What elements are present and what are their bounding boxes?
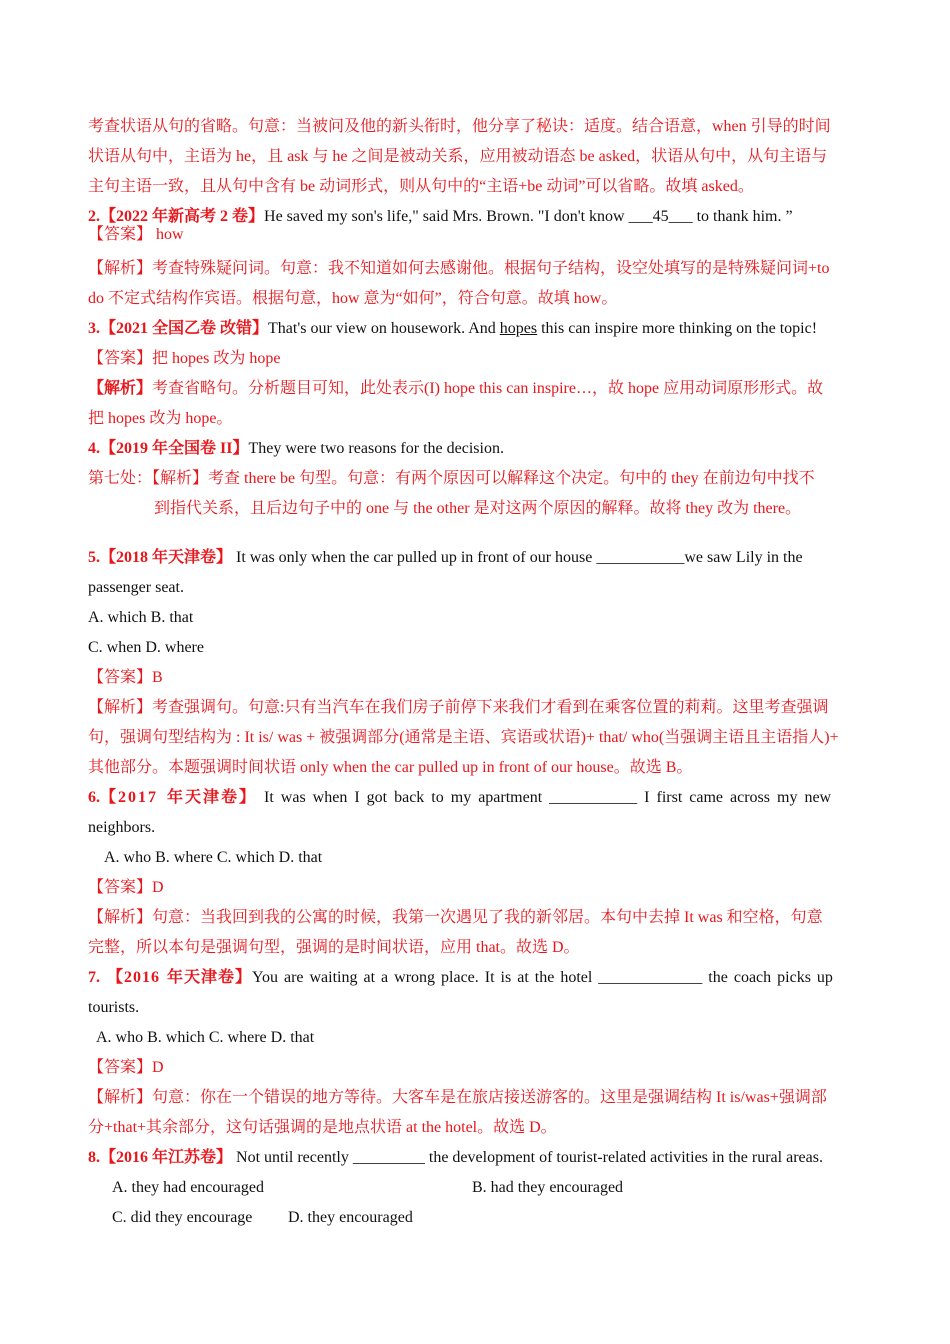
q5-analysis-line: 其他部分。本题强调时间状语 only when the car pulled up in front of our house。故选 B。 (88, 759, 693, 776)
q8-number: 8. (88, 1149, 100, 1166)
q1-analysis-line: 状语从句中，主语为 he，且 ask 与 he 之间是被动关系，应用被动语态 be asked，状语从句中，从句主语与 (88, 148, 828, 165)
q3-answer (88, 344, 864, 374)
q7-text-continued: tourists. (88, 999, 140, 1016)
answer-value: D (152, 879, 164, 896)
q5-analysis-line: 【解析】考查强调句。句意:只有当汽车在我们房子前停下来我们才看到在乘客位置的莉莉。这里考查强调 (88, 699, 829, 716)
q7-number: 7. (88, 969, 100, 986)
q1-analysis-line: 主句主语一致，且从句中含有 be 动词形式，则从句中的“主语+be 动词”可以省略。故填 asked。 (88, 178, 754, 195)
q6-answer (88, 873, 864, 903)
q3-analysis-line: 把 hopes 改为 hope。 (88, 410, 233, 427)
q3-source: 【2021 全国乙卷 改错】 (100, 320, 269, 337)
q3-underlined-word: hopes (499, 320, 538, 337)
analysis-label: 【解析】 (88, 380, 153, 397)
q4-analysis-line: 第七处：【解析】考查 there be 句型。句意：有两个原因可以解释这个决定。句中的 they 在前边句中找不 (88, 470, 815, 487)
q5-text-continued: passenger seat. (88, 579, 184, 596)
q4-text: They were two reasons for the decision. (248, 440, 504, 457)
q5-analysis-line: 句，强调句型结构为 : It is/ was + 被强调部分(通常是主语、宾语或状语)+ that/ who(当强调主语且主语指人)+ (88, 729, 839, 746)
answer-value: how (156, 226, 184, 243)
analysis-label: 【解析】 (152, 470, 209, 487)
answer-value: 把 hopes 改为 hope (152, 350, 281, 367)
q8-option-d: D. they encouraged (288, 1209, 413, 1226)
q3-analysis-line: 【解析】考查省略句。分析题目可知，此处表示(I) hope this can inspire…，故 hope 应用动词原形形式。故 (88, 380, 824, 397)
analysis-label: 【解析】 (88, 699, 153, 716)
q3-text-before: That's our view on housework. And (268, 320, 500, 337)
q5-question (88, 543, 864, 573)
q2-text-after: to thank him. ” (692, 208, 793, 225)
q5-options: A. which B. that (88, 609, 194, 626)
q2-question (88, 202, 864, 232)
q4-analysis-line: 到指代关系，且后边句子中的 one 与 the other 是对这两个原因的解释。故将 they 改为 there。 (154, 500, 802, 517)
answer-label: 【答案】 (88, 350, 153, 367)
q5-source: 【2018 年天津卷】 (100, 549, 233, 566)
q8-question (88, 1143, 864, 1173)
q8-options-row (88, 1203, 864, 1233)
q5-number: 5. (88, 549, 100, 566)
analysis-label: 【解析】 (88, 260, 153, 277)
q8-options-row (88, 1173, 864, 1203)
q8-option-a: A. they had encouraged (112, 1179, 264, 1196)
q1-analysis-line: 考查状语从句的省略。句意：当被问及他的新头衔时，他分享了秘诀：适度。结合语意，when 引导的时间 (88, 118, 831, 135)
answer-value: D (152, 1059, 164, 1076)
q7-analysis-line: 分+that+其余部分，这句话强调的是地点状语 at the hotel。故选 D。 (88, 1119, 557, 1136)
q6-question (88, 783, 864, 813)
q2-source: 【2022 年新高考 2 卷】 (100, 208, 265, 225)
answer-label: 【答案】 (88, 669, 153, 686)
q5-answer (88, 663, 864, 693)
q6-analysis-line: 【解析】句意：当我回到我的公寓的时候，我第一次遇见了我的新邻居。本句中去掉 It was 和空格，句意 (88, 909, 823, 926)
q3-number: 3. (88, 320, 100, 337)
analysis-label: 【解析】 (88, 1089, 153, 1106)
answer-label: 【答案】 (88, 879, 153, 896)
q7-question (88, 963, 864, 993)
q6-analysis-line: 完整，所以本句是强调句型，强调的是时间状语，应用 that。故选 D。 (88, 939, 580, 956)
q3-question (88, 314, 864, 344)
analysis-label: 【解析】 (88, 909, 153, 926)
q5-text: It was only when the car pulled up in front of our house ___________we saw Lily in the (232, 549, 803, 566)
q2-blank: ___45___ (628, 208, 693, 225)
q6-number: 6. (88, 789, 100, 806)
q7-answer (88, 1053, 864, 1083)
q6-text: It was when I got back to my apartment ___________ I first came across my new (257, 789, 832, 806)
spacer (88, 524, 864, 543)
q4-source: 【2019 年全国卷 II】 (100, 440, 249, 457)
q8-option-c: C. did they encourage (112, 1209, 253, 1226)
q5-options: C. when D. where (88, 639, 204, 656)
q7-options: A. who B. which C. where D. that (96, 1029, 315, 1046)
q6-options: A. who B. where C. which D. that (104, 849, 323, 866)
q2-text-before: He saved my son's life," said Mrs. Brown. "I don't know (264, 208, 629, 225)
q7-analysis-line: 【解析】句意：你在一个错误的地方等待。大客车是在旅店接送游客的。这里是强调结构 It is/was+强调部 (88, 1089, 827, 1106)
q7-source: 【2016 年天津卷】 (100, 969, 253, 986)
q6-text-continued: neighbors. (88, 819, 156, 836)
answer-value: B (152, 669, 163, 686)
document-page (88, 112, 864, 1233)
q8-source: 【2016 年江苏卷】 (100, 1149, 233, 1166)
q6-source: 【2017 年天津卷】 (100, 789, 258, 806)
q8-text: Not until recently _________ the development of tourist-related activities in the rural areas. (232, 1149, 823, 1166)
q2-analysis-line: do 不定式结构作宾语。根据句意，how 意为“如何”，符合句意。故填 how。 (88, 290, 618, 307)
q4-number: 4. (88, 440, 100, 457)
q7-text: You are waiting at a wrong place. It is at the hotel _____________ the coach picks up (252, 969, 833, 986)
q2-analysis-line: 【解析】考查特殊疑问词。句意：我不知道如何去感谢他。根据句子结构，设空处填写的是特殊疑问词+to (88, 260, 830, 277)
q3-text-after: this can inspire more thinking on the topic! (537, 320, 818, 337)
q4-prefix: 第七处： (88, 470, 153, 487)
q4-question (88, 434, 864, 464)
q2-number: 2. (88, 208, 100, 225)
q8-option-b: B. had they encouraged (472, 1179, 624, 1196)
answer-label: 【答案】 (88, 226, 153, 243)
answer-label: 【答案】 (88, 1059, 153, 1076)
